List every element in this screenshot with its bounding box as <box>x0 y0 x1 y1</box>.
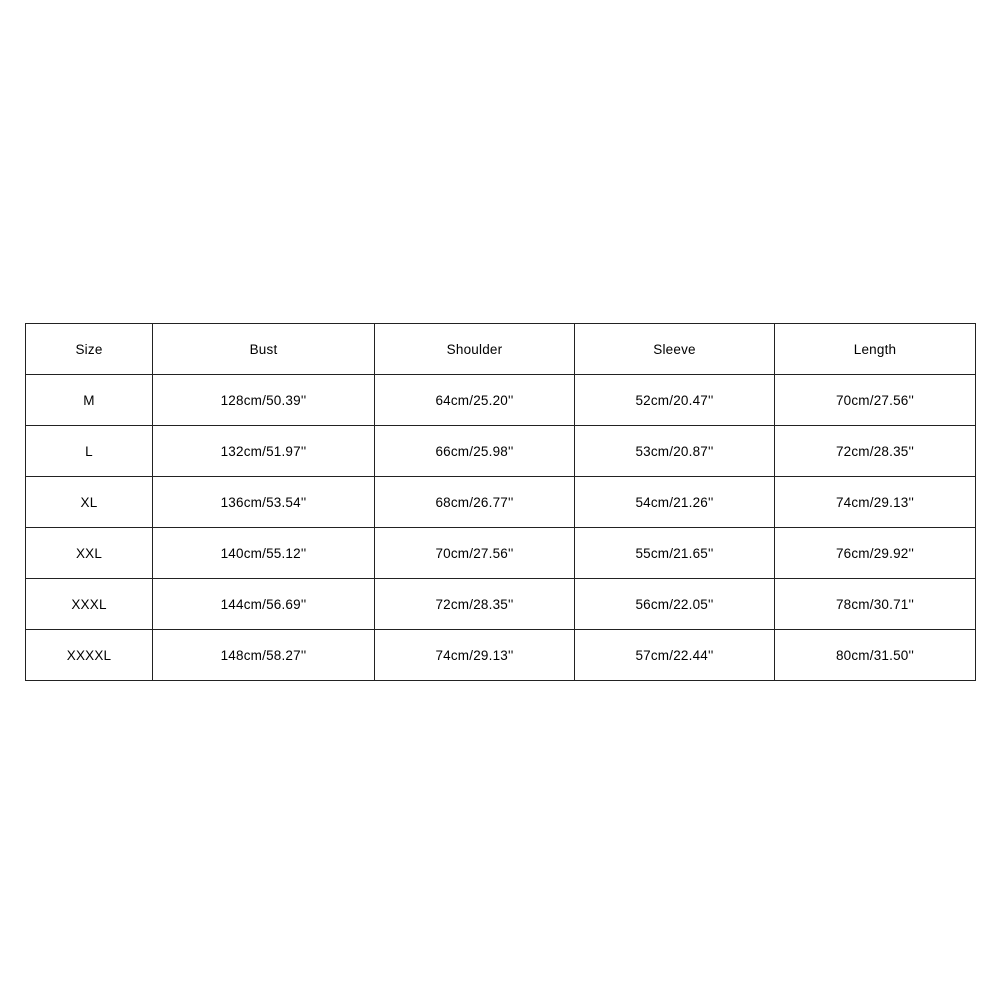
size-chart-table <box>25 323 976 681</box>
cell-length: 76cm/29.92'' <box>775 528 976 579</box>
cell-shoulder: 70cm/27.56'' <box>375 528 575 579</box>
cell-bust: 144cm/56.69'' <box>153 579 375 630</box>
cell-size: XXXXL <box>26 630 153 681</box>
column-header-length: Length <box>775 324 976 375</box>
cell-shoulder: 64cm/25.20'' <box>375 375 575 426</box>
cell-length: 80cm/31.50'' <box>775 630 976 681</box>
cell-sleeve: 57cm/22.44'' <box>575 630 775 681</box>
table-row <box>26 630 976 681</box>
cell-length: 70cm/27.56'' <box>775 375 976 426</box>
cell-length: 74cm/29.13'' <box>775 477 976 528</box>
cell-sleeve: 53cm/20.87'' <box>575 426 775 477</box>
table-body <box>26 375 976 681</box>
size-chart-container <box>25 323 975 681</box>
cell-sleeve: 56cm/22.05'' <box>575 579 775 630</box>
cell-size: L <box>26 426 153 477</box>
cell-size: XL <box>26 477 153 528</box>
cell-sleeve: 52cm/20.47'' <box>575 375 775 426</box>
table-header <box>26 324 976 375</box>
cell-sleeve: 55cm/21.65'' <box>575 528 775 579</box>
cell-size: XXL <box>26 528 153 579</box>
cell-size: XXXL <box>26 579 153 630</box>
table-header-row <box>26 324 976 375</box>
cell-shoulder: 66cm/25.98'' <box>375 426 575 477</box>
cell-bust: 128cm/50.39'' <box>153 375 375 426</box>
table-row <box>26 579 976 630</box>
cell-size: M <box>26 375 153 426</box>
cell-length: 72cm/28.35'' <box>775 426 976 477</box>
column-header-sleeve: Sleeve <box>575 324 775 375</box>
cell-length: 78cm/30.71'' <box>775 579 976 630</box>
table-row <box>26 375 976 426</box>
table-row <box>26 477 976 528</box>
cell-bust: 148cm/58.27'' <box>153 630 375 681</box>
cell-shoulder: 72cm/28.35'' <box>375 579 575 630</box>
table-row <box>26 528 976 579</box>
column-header-bust: Bust <box>153 324 375 375</box>
cell-shoulder: 74cm/29.13'' <box>375 630 575 681</box>
cell-bust: 140cm/55.12'' <box>153 528 375 579</box>
cell-sleeve: 54cm/21.26'' <box>575 477 775 528</box>
column-header-shoulder: Shoulder <box>375 324 575 375</box>
column-header-size: Size <box>26 324 153 375</box>
cell-shoulder: 68cm/26.77'' <box>375 477 575 528</box>
cell-bust: 132cm/51.97'' <box>153 426 375 477</box>
table-row <box>26 426 976 477</box>
cell-bust: 136cm/53.54'' <box>153 477 375 528</box>
